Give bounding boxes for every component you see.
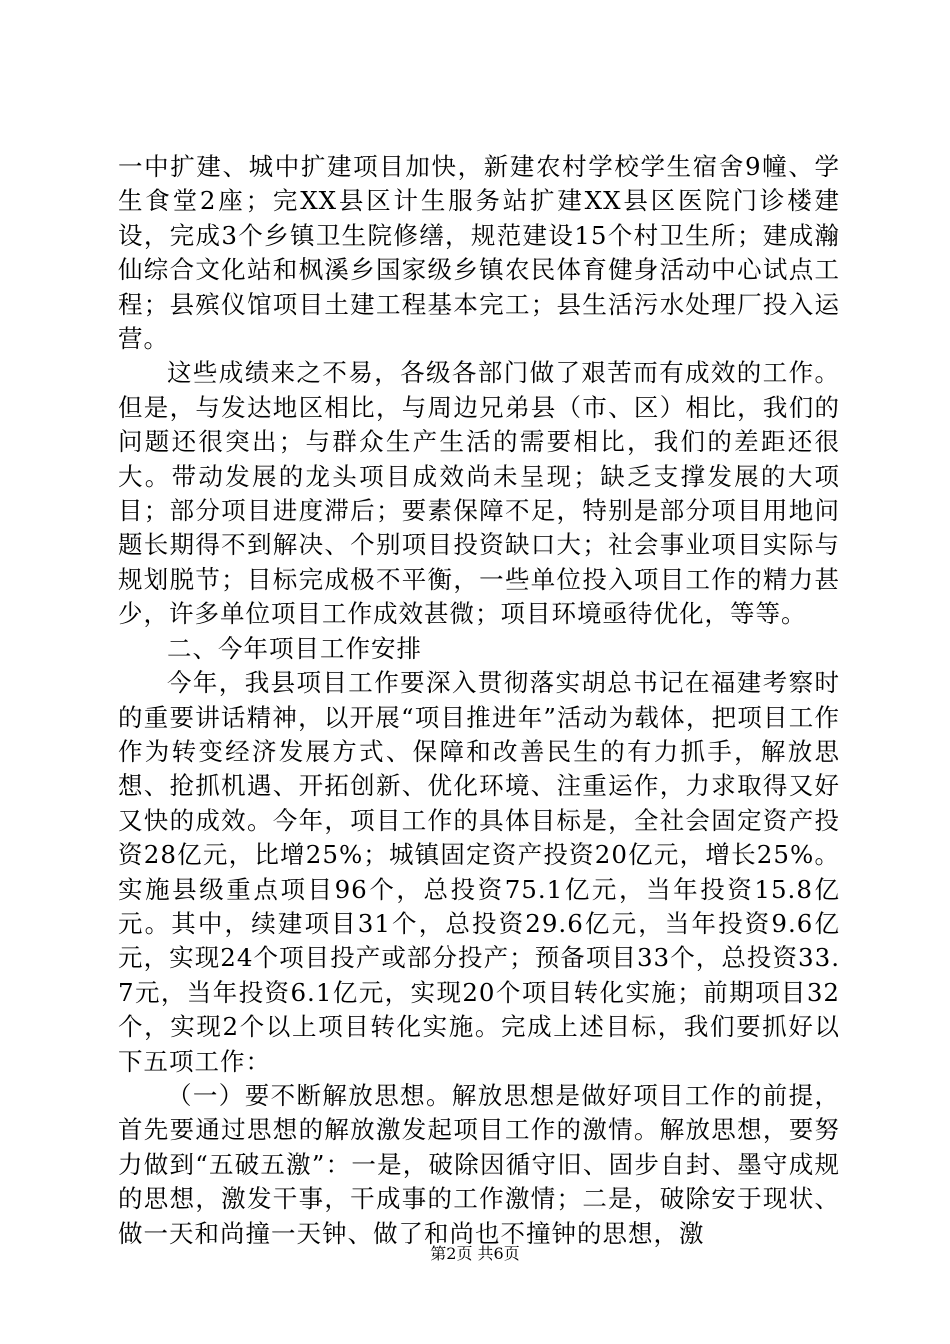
paragraph-targets: 今年，我县项目工作要深入贯彻落实胡总书记在福建考察时的重要讲话精神，以开展“项目推进年”活动为载体，把项目工作作为转变经济发展方式、保障和改善民生的有力抓手，解放思想、抢抓机遇、开拓创新、优化环境、注重运作，力求取得又好又快的成效。今年，项目工作的具体目标是，全社会固定资产投资28亿元，比增25%；城镇固定资产投资20亿元，增长25%。实施县级重点项目96个，总投资75.1亿元，当年投资15.8亿元。其中，续建项目31个，总投资29.6亿元，当年投资9.6亿元，实现24个项目投产或部分投产；预备项目33个，总投资33.7元，当年投资6.1亿元，实现20个项目转化实施；前期项目32个，实现2个以上项目转化实施。完成上述目标，我们要抓好以下五项工作： [118,668,840,1076]
page-footer [0,1244,950,1264]
page-number: 第2页 共6页 [430,1244,520,1263]
paragraph-achievements: 这些成绩来之不易，各级各部门做了艰苦而有成效的工作。但是，与发达地区相比，与周边兄弟县（市、区）相比，我们的问题还很突出；与群众生产生活的需要相比，我们的差距还很大。带动发展的龙头项目成效尚未呈现；缺乏支撑发展的大项目；部分项目进度滞后；要素保障不足，特别是部分项目用地问题长期得不到解决、个别项目投资缺口大；社会事业项目实际与规划脱节；目标完成极不平衡，一些单位投入项目工作的精力甚少，许多单位项目工作成效甚微；项目环境亟待优化，等等。 [118,358,840,629]
section-heading: 二、今年项目工作安排 [167,633,422,663]
paragraph-liberate-thinking: （一）要不断解放思想。解放思想是做好项目工作的前提，首先要通过思想的解放激发起项目工作的激情。解放思想，要努力做到“五破五激”：一是，破除因循守旧、固步自封、墨守成规的思想，激发干事，干成事的工作激情；二是，破除安于现状、做一天和尚撞一天钟、做了和尚也不撞钟的思想，激 [118,1080,840,1248]
paragraph-continuation: 一中扩建、城中扩建项目加快，新建农村学校学生宿舍9幢、学生食堂2座；完XX县区计生服务站扩建XX县区医院门诊楼建设，完成3个乡镇卫生院修缮，规范建设15个村卫生所；建成瀚仙综合文化站和枫溪乡国家级乡镇农民体育健身活动中心试点工程；县殡仪馆项目土建工程基本完工；县生活污水处理厂投入运营。 [118,152,840,354]
document-body [118,150,840,1251]
